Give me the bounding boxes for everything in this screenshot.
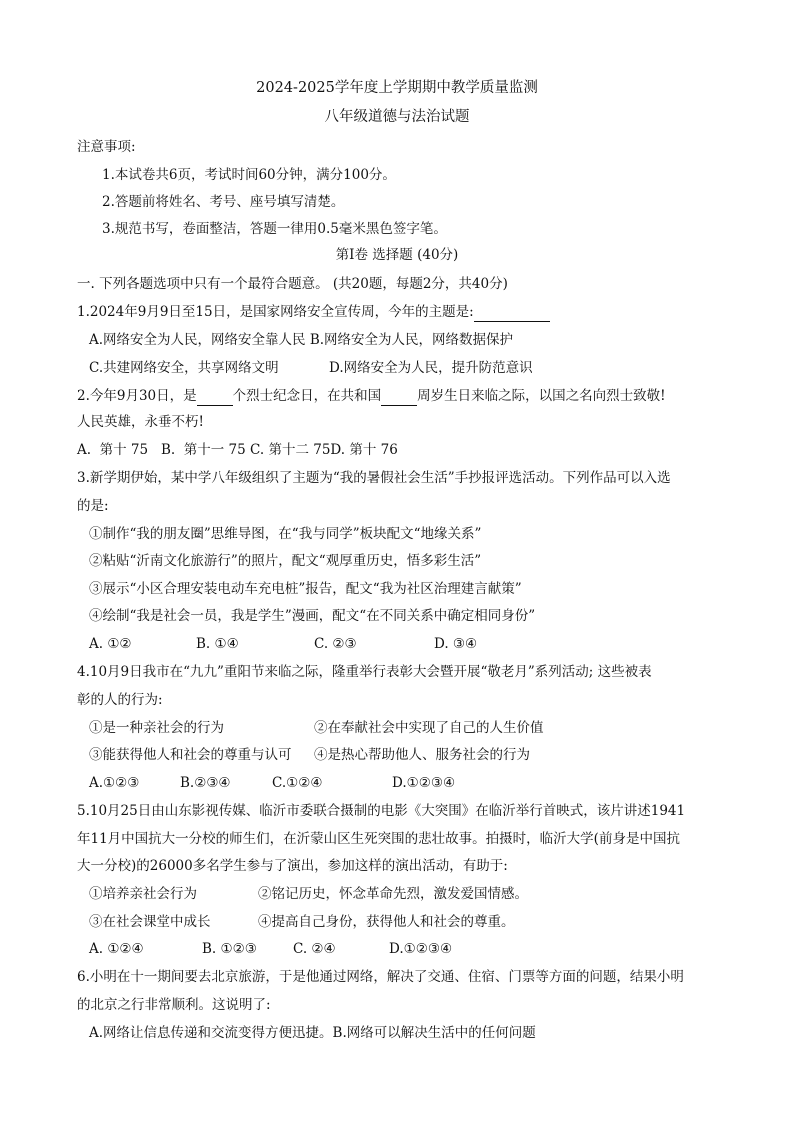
- question-4-option-a: A.①②③: [89, 775, 140, 791]
- question-3-item-4: ④绘制“我是社会一员，我是学生”漫画，配文“在不同关系中确定相同身份”: [89, 608, 536, 624]
- question-5-option-a: A. ①②④: [89, 941, 144, 957]
- notice-item-1: 1.本试卷共6页，考试时间60分钟，满分100分。: [102, 167, 396, 183]
- question-3-option-b: B. ①④: [196, 636, 239, 652]
- section-title: 第Ⅰ卷 选择题 (40分): [335, 247, 459, 263]
- question-2-stem-line2: 人民英雄，永垂不朽!: [77, 414, 204, 430]
- answer-blank: [474, 303, 550, 322]
- question-4-item-4: ④是热心帮助他人、服务社会的行为: [314, 747, 530, 763]
- question-1-options-ab: A.网络安全为人民，网络安全靠人民 B.网络安全为人民，网络数据保护: [89, 332, 514, 348]
- question-5-stem-line2: 年11月中国抗大一分校的师生们，在沂蒙山区生死突围的悲壮故事。拍摄时，临沂大学(前身是中国抗: [77, 831, 680, 847]
- question-4-stem: 4.10月9日我市在“九九”重阳节来临之际，隆重举行表彰大会暨开展“敬老月”系列活动; 这些被表: [77, 664, 652, 680]
- question-5-item-2: ②铭记历史，怀念革命先烈，激发爱国情感。: [258, 886, 528, 902]
- question-3-option-d: D. ③④: [434, 636, 478, 652]
- question-3-option-a: A. ①②: [89, 636, 132, 652]
- question-3-stem-line2: 的是:: [77, 498, 109, 514]
- question-4-option-b: B.②③④: [180, 775, 231, 791]
- question-4-item-1: ①是一种亲社会的行为: [89, 720, 224, 736]
- question-1-option-c: C.共建网络安全，共享网络文明: [89, 360, 279, 376]
- answer-blank: [381, 387, 417, 406]
- question-4-option-c: C.①②④: [272, 775, 323, 791]
- question-5-option-c: C. ②④: [293, 941, 336, 957]
- exam-title: 2024-2025学年度上学期期中教学质量监测: [256, 80, 538, 96]
- question-6-stem: 6.小明在十一期间要去北京旅游，于是他通过网络，解决了交通、住宿、门票等方面的问题，结果小明: [77, 969, 684, 985]
- question-5-stem-line3: 大一分校)的26000多名学生参与了演出，参加这样的演出活动，有助于:: [77, 858, 508, 874]
- answer-blank: [197, 387, 233, 406]
- question-2-options: A. 第十 75 B. 第十一 75 C. 第十二 75D. 第十 76: [77, 442, 398, 458]
- section-instruction: 一. 下列各题选项中只有一个最符合题意。 (共20题，每题2分，共40分): [77, 276, 508, 292]
- question-4-option-d: D.①②③④: [392, 775, 456, 791]
- question-3-stem: 3.新学期伊始，某中学八年级组织了主题为“我的暑假社会生活”手抄报评选活动。下列作品可以入选: [77, 470, 671, 486]
- question-1-stem: 1.2024年9月9日至15日，是国家网络安全宣传周，今年的主题是:: [77, 303, 550, 322]
- notice-item-2: 2.答题前将姓名、考号、座号填写清楚。: [102, 194, 345, 210]
- notice-heading: 注意事项:: [77, 139, 136, 155]
- question-4-item-3: ③能获得他人和社会的尊重与认可: [89, 747, 292, 763]
- question-5-item-4: ④提高自己身份，获得他人和社会的尊重。: [258, 914, 515, 930]
- notice-item-3: 3.规范书写，卷面整洁，答题一律用0.5毫米黑色签字笔。: [102, 221, 447, 237]
- question-4-item-2: ②在奉献社会中实现了自己的人生价值: [314, 720, 544, 736]
- question-5-option-b: B. ①②③: [202, 941, 257, 957]
- question-6-options-ab: A.网络让信息传递和交流变得方便迅捷。B.网络可以解决生活中的任何问题: [89, 1025, 536, 1041]
- question-3-item-3: ③展示“小区合理安装电动车充电桩”报告，配文“我为社区治理建言献策”: [89, 581, 522, 597]
- question-3-item-2: ②粘贴“沂南文化旅游行”的照片，配文“观厚重历史，悟多彩生活”: [89, 553, 482, 569]
- question-3-item-1: ①制作“我的朋友圈”思维导图，在“我与同学”板块配文“地缘关系”: [89, 526, 482, 542]
- question-1-option-d: D.网络安全为人民，提升防范意识: [329, 360, 533, 376]
- question-5-stem: 5.10月25日由山东影视传媒、临沂市委联合摄制的电影《大突围》在临沂举行首映式，该片讲述1941: [77, 803, 686, 819]
- question-5-option-d: D.①②③④: [389, 941, 453, 957]
- exam-subtitle: 八年级道德与法治试题: [324, 109, 470, 125]
- question-2-stem: 2.今年9月30日，是 个烈士纪念日，在共和国 周岁生日来临之际，以国之名向烈士致敬!: [77, 388, 666, 404]
- question-5-item-3: ③在社会课堂中成长: [89, 914, 211, 930]
- question-4-stem-line2: 彰的人的行为:: [77, 692, 163, 708]
- question-5-item-1: ①培养亲社会行为: [89, 886, 197, 902]
- question-3-option-c: C. ②③: [314, 636, 357, 652]
- question-6-stem-line2: 的北京之行非常顺利。这说明了:: [77, 997, 271, 1013]
